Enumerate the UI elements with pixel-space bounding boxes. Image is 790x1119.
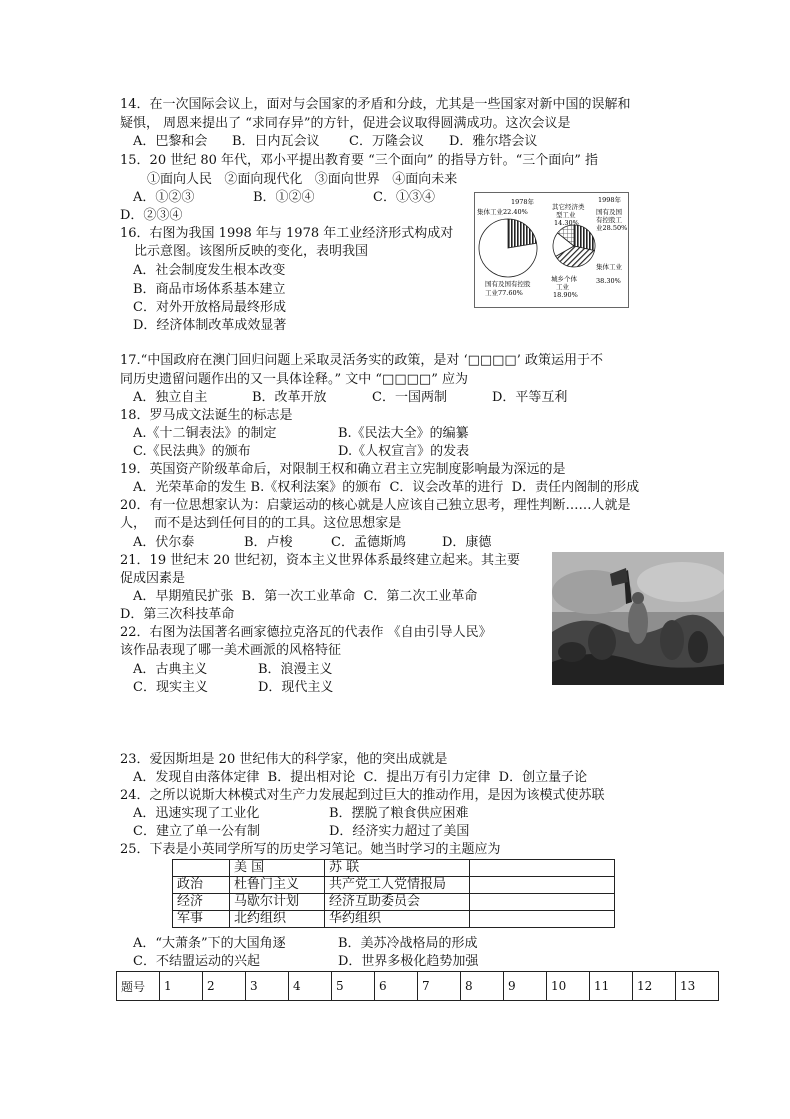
q17-stem-line1: 17.“中国政府在澳门回归问题上采取灵活务实的政策，是对 ‘□□□□’ 政策运用于不 xyxy=(120,353,603,368)
q23-options: A．发现自由落体定律 B．提出相对论 C．提出万有引力定律 D．创立量子论 xyxy=(133,770,588,785)
q17-option-d: D．平等互利 xyxy=(492,390,568,405)
q14-option-b: B．日内瓦会议 xyxy=(232,134,320,149)
q22-option-a: A．古典主义 xyxy=(133,662,208,677)
table-cell: 华约组织 xyxy=(325,911,470,928)
answer-cell[interactable]: 11 xyxy=(590,972,633,1001)
pie-1998-label-private-b: 工业 xyxy=(556,283,569,291)
answer-cell[interactable]: 7 xyxy=(418,972,461,1001)
answer-cell[interactable]: 8 xyxy=(461,972,504,1001)
q22-option-c: C．现实主义 xyxy=(133,680,208,695)
answer-cell[interactable]: 12 xyxy=(633,972,676,1001)
table-cell xyxy=(470,877,615,894)
answer-row xyxy=(117,972,719,1001)
answer-cell[interactable]: 4 xyxy=(289,972,332,1001)
q21-options-abc: A．早期殖民扩张 B．第一次工业革命 C．第二次工业革命 xyxy=(133,589,478,604)
q17-option-a: A．独立自主 xyxy=(133,390,208,405)
table-cell xyxy=(470,860,615,877)
q22-stem-line1: 22．右图为法国著名画家德拉克洛瓦的代表作 《自由引导人民》 xyxy=(120,625,492,640)
answer-cell[interactable]: 题号 xyxy=(117,972,160,1001)
q15-stem-line2: ①面向人民 ②面向现代化 ③面向世界 ④面向未来 xyxy=(147,172,458,187)
q18-option-d: D.《人权宣言》的发表 xyxy=(338,444,470,459)
table-cell: 经济 xyxy=(173,894,230,911)
q20-option-d: D．康德 xyxy=(442,535,492,550)
answer-cell[interactable]: 2 xyxy=(203,972,246,1001)
table-cell xyxy=(470,894,615,911)
q17-option-c: C．一国两制 xyxy=(372,390,447,405)
q22-stem-line2: 该作品表现了哪一美术画派的风格特征 xyxy=(120,643,342,658)
q15-option-d: D．②③④ xyxy=(120,208,183,223)
q15-option-c: C．①③④ xyxy=(373,190,435,205)
answer-cell[interactable]: 1 xyxy=(160,972,203,1001)
pie-1978-label-state-b: 工业77.60% xyxy=(485,289,523,297)
q16-option-b: B．商品市场体系基本建立 xyxy=(133,282,286,297)
q24-stem: 24．之所以说斯大林模式对生产力发展起到过巨大的推动作用，是因为该模式使苏联 xyxy=(120,788,605,803)
q25-option-c: C．不结盟运动的兴起 xyxy=(133,954,260,969)
table-cell: 美 国 xyxy=(230,860,325,877)
q25-option-d: D．世界多极化趋势加强 xyxy=(338,954,479,969)
pie-charts-svg xyxy=(475,193,628,307)
liberty-leading-the-people-painting xyxy=(552,552,724,685)
table-cell: 共产党工人党情报局 xyxy=(325,877,470,894)
answer-cell[interactable]: 6 xyxy=(375,972,418,1001)
q25-option-b: B．美苏冷战格局的形成 xyxy=(338,936,478,951)
pie-1998 xyxy=(553,225,595,267)
table-row xyxy=(173,877,615,894)
q15-option-b: B．①②④ xyxy=(253,190,315,205)
q16-option-a: A．社会制度发生根本改变 xyxy=(133,263,286,278)
table-cell: 苏 联 xyxy=(325,860,470,877)
table-cell xyxy=(173,860,230,877)
q14-option-a: A．巴黎和会 xyxy=(133,134,208,149)
q18-option-a: A.《十二铜表法》的制定 xyxy=(133,426,277,441)
table-cell: 北约组织 xyxy=(230,911,325,928)
table-row xyxy=(173,894,615,911)
q21-stem-line2: 促成因素是 xyxy=(120,571,186,586)
q24-option-b: B．摆脱了粮食供应困难 xyxy=(329,806,469,821)
q17-option-b: B．改革开放 xyxy=(252,390,327,405)
table-cell: 马歇尔计划 xyxy=(230,894,325,911)
table-cell: 军事 xyxy=(173,911,230,928)
q14-option-c: C．万隆会议 xyxy=(349,134,424,149)
q24-option-c: C．建立了单一公有制 xyxy=(133,824,260,839)
q18-stem: 18．罗马成文法诞生的标志是 xyxy=(120,408,293,423)
pie-1998-title: 1998年 xyxy=(598,196,622,204)
answer-cell[interactable]: 10 xyxy=(547,972,590,1001)
table-cell: 经济互助委员会 xyxy=(325,894,470,911)
q16-option-c: C．对外开放格局最终形成 xyxy=(133,300,286,315)
q20-option-a: A．伏尔泰 xyxy=(133,535,195,550)
q16-stem-line1: 16．右图为我国 1998 年与 1978 年工业经济形式构成对 xyxy=(120,226,454,241)
q22-option-d: D．现代主义 xyxy=(258,680,334,695)
q24-option-a: A．迅速实现了工业化 xyxy=(133,806,260,821)
pie-1998-label-other-a: 其它经济类 xyxy=(552,203,585,211)
q17-stem-line2: 同历史遗留问题作出的又一具体诠释。” 文中 “□□□□” 应为 xyxy=(120,372,468,387)
pie-1998-label-state-b: 有控股工 xyxy=(596,216,622,224)
q19-stem: 19．英国资产阶级革命后，对限制王权和确立君主立宪制度影响最为深远的是 xyxy=(120,462,566,477)
q15-stem-line1: 15．20 世纪 80 年代，邓小平提出教育要 “三个面向” 的指导方针。“三个面向” 指 xyxy=(120,153,599,168)
q25-option-a: A．“大萧条”下的大国角逐 xyxy=(133,936,286,951)
q16-stem-line2: 比示意图。该图所反映的变化，表明我国 xyxy=(134,244,369,259)
pie-1978-title: 1978年 xyxy=(511,198,535,206)
q14-stem-line2: 疑惧， 周恩来提出了 “求同存异”的方针，促进会议取得圆满成功。这次会议是 xyxy=(120,116,571,131)
answer-table xyxy=(116,971,719,1001)
industry-structure-pie-figure xyxy=(474,192,629,308)
q20-stem-line1: 20．有一位思想家认为：启蒙运动的核心就是人应该自己独立思考，理性判断……人就是 xyxy=(120,498,631,513)
q21-stem-line1: 21．19 世纪末 20 世纪初，资本主义世界体系最终建立起来。其主要 xyxy=(120,553,521,568)
answer-cell[interactable]: 13 xyxy=(676,972,719,1001)
table-cell: 杜鲁门主义 xyxy=(230,877,325,894)
q20-option-c: C．孟德斯鸠 xyxy=(331,535,406,550)
table-row xyxy=(173,860,615,877)
q15-option-a: A．①②③ xyxy=(133,190,195,205)
q16-option-d: D．经济体制改革成效显著 xyxy=(133,318,287,333)
study-notes-table xyxy=(172,859,615,928)
q19-options: A．光荣革命的发生 B.《权利法案》的颁布 C．议会改革的进行 D．责任内阁制的形成 xyxy=(133,480,640,495)
q18-option-b: B.《民法大全》的编纂 xyxy=(338,426,469,441)
pie-1998-label-state-c: 业28.50% xyxy=(596,224,628,232)
q20-option-b: B．卢梭 xyxy=(244,535,293,550)
pie-1998-label-private-c: 18.90% xyxy=(553,291,578,299)
q24-option-d: D．经济实力超过了美国 xyxy=(329,824,470,839)
pie-1978 xyxy=(479,219,537,277)
pie-1978-label-state-a: 国有及国有控股 xyxy=(485,280,531,288)
pie-1998-label-private-a: 城乡个体 xyxy=(551,275,577,283)
q20-stem-line2: 人， 而不是达到任何目的的工具。这位思想家是 xyxy=(120,516,402,531)
q21-option-d: D．第三次科技革命 xyxy=(120,607,235,622)
pie-1978-label-collective: 集体工业22.40% xyxy=(477,208,528,216)
pie-1998-label-collective-a: 集体工业 xyxy=(596,263,622,271)
table-cell: 政治 xyxy=(173,877,230,894)
q22-option-b: B．浪漫主义 xyxy=(258,662,333,677)
answer-cell[interactable]: 9 xyxy=(504,972,547,1001)
pie-1998-label-other-c: 14.30% xyxy=(554,219,579,227)
table-row xyxy=(173,911,615,928)
pie-1998-label-state-a: 国有及国 xyxy=(596,208,622,216)
pie-1998-label-collective-b: 38.30% xyxy=(596,277,621,285)
answer-cell[interactable]: 5 xyxy=(332,972,375,1001)
q14-option-d: D．雅尔塔会议 xyxy=(449,134,538,149)
q18-option-c: C.《民法典》的颁布 xyxy=(133,444,251,459)
table-cell xyxy=(470,911,615,928)
answer-cell[interactable]: 3 xyxy=(246,972,289,1001)
q25-stem: 25．下表是小英同学所写的历史学习笔记。她当时学习的主题应为 xyxy=(120,842,501,857)
pie-1998-label-other-b: 型工业 xyxy=(556,211,576,219)
q23-stem: 23．爱因斯坦是 20 世纪伟大的科学家，他的突出成就是 xyxy=(120,752,448,767)
q14-stem-line1: 14．在一次国际会议上，面对与会国家的矛盾和分歧，尤其是一些国家对新中国的误解和 xyxy=(120,97,631,112)
